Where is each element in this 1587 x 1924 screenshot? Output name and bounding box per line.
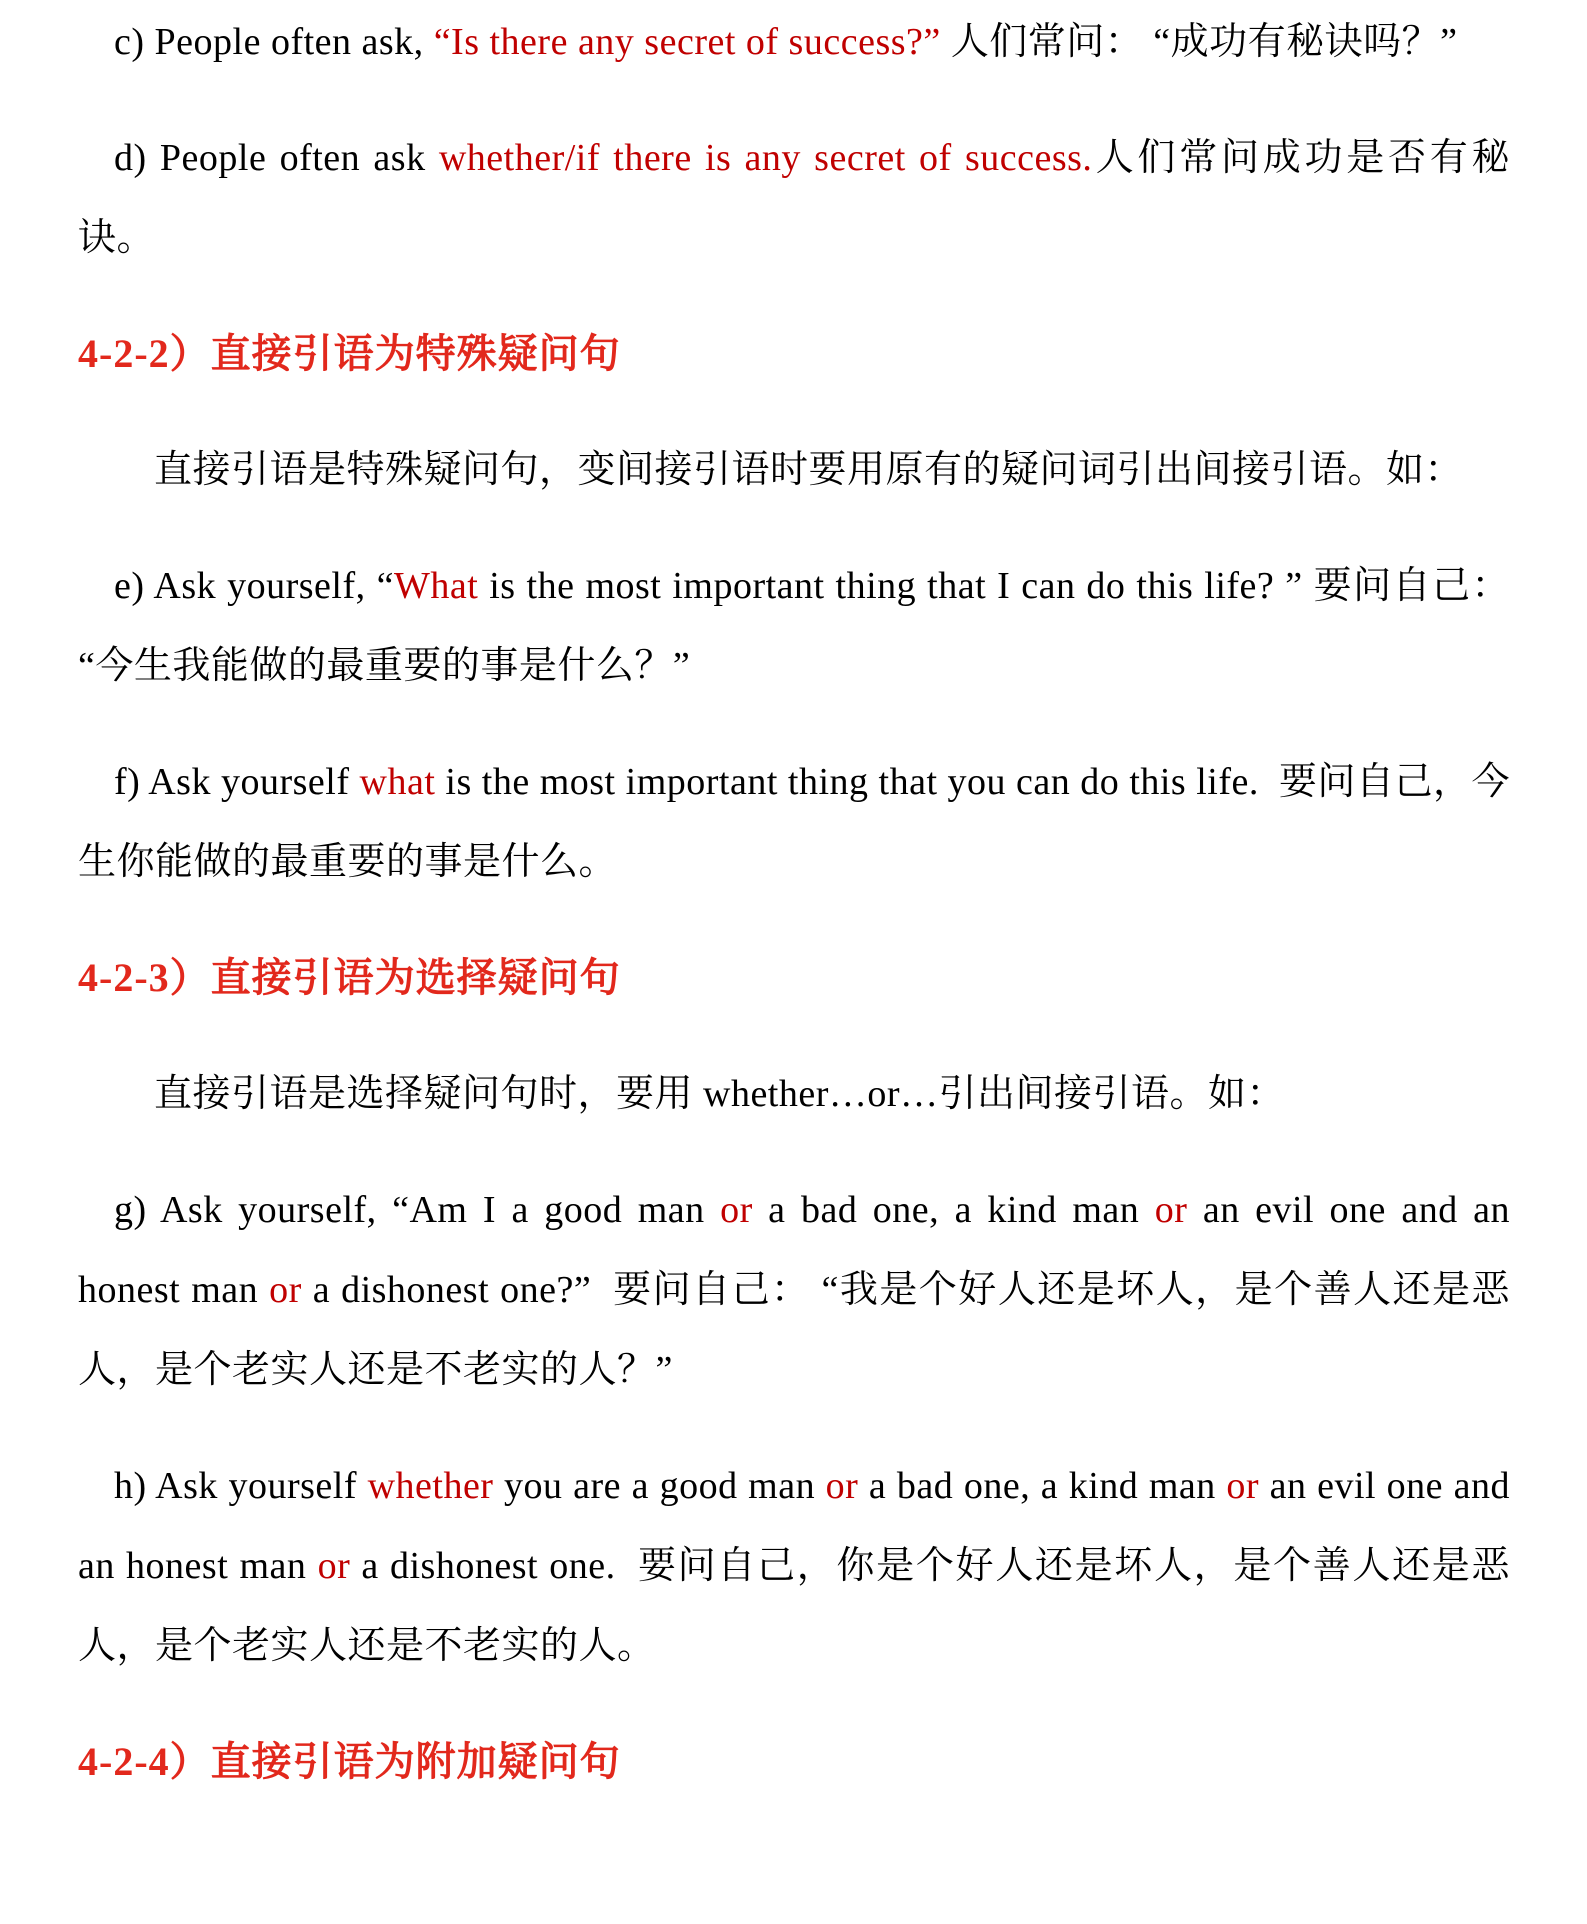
text-segment: you are a good man [493,1465,826,1507]
heading-4-2-4: 4-2-4）直接引语为附加疑问句 [78,1739,621,1784]
note-alternative-question [78,1054,1510,1134]
example-e [78,546,1520,706]
red-text-segment: or [720,1189,753,1231]
text-segment: e) Ask yourself, “ [114,565,394,607]
red-text-segment: “Is there any secret of success?” [433,21,941,63]
text-segment: is the most important thing that you can do this life. 要问自己，今生你能做的最重要的事是什么。 [78,761,1510,883]
text-segment: is the most important thing that I can do this life? ” 要问自己： “今生我能做的最重要的事是什么？” [78,565,1520,687]
text-segment: a dishonest one?” 要问自己： “我是个好人还是坏人，是个善人还是恶人，是个老实人还是不老实的人？” [78,1269,1510,1391]
text-segment: a dishonest one. 要问自己，你是个好人还是坏人，是个善人还是恶人，是个老实人还是不老实的人。 [78,1545,1510,1667]
example-g [78,1170,1521,1410]
red-text-segment: What [393,565,479,607]
text-segment: an evil one and an honest man [78,1465,1520,1587]
text-segment: 人们常问： “成功有秘诀吗？” [940,21,1458,63]
example-d [78,118,1510,278]
example-h [78,1446,1520,1686]
example-c [78,2,1510,82]
red-text-segment: or [1154,1189,1188,1231]
text-segment: g) Ask yourself, “Am I a good man [114,1189,721,1231]
red-text-segment: what [359,761,436,803]
red-text-segment: whether [367,1465,494,1507]
text-segment: d) People often ask [114,137,439,179]
text-segment: an evil one and an honest man [78,1189,1521,1311]
red-text-segment: or [1226,1465,1260,1507]
text-segment: a bad one, a kind man [752,1189,1155,1231]
red-text-segment: or [825,1465,859,1507]
red-text-segment: or [269,1269,302,1311]
note-special-question [78,430,1510,510]
example-f [78,742,1510,902]
text-segment: 直接引语是选择疑问句时，要用 whether…or…引出间接引语。如： [154,1073,1286,1115]
red-text-segment: whether/if there is any secret of success. [438,137,1093,179]
text-segment: f) Ask yourself [114,761,360,803]
heading-4-2-2: 4-2-2）直接引语为特殊疑问句 [78,331,621,376]
red-text-segment: or [317,1545,351,1587]
text-segment: 人们常问成功是否有秘诀。 [78,137,1510,259]
text-segment: 直接引语是特殊疑问句，变间接引语时要用原有的疑问词引出间接引语。如： [154,449,1464,491]
document-content [78,2,1521,1802]
text-segment: h) Ask yourself [114,1465,368,1507]
text-segment: a bad one, a kind man [858,1465,1227,1507]
heading-4-2-3: 4-2-3）直接引语为选择疑问句 [78,955,621,1000]
text-segment: c) People often ask, [114,21,434,63]
